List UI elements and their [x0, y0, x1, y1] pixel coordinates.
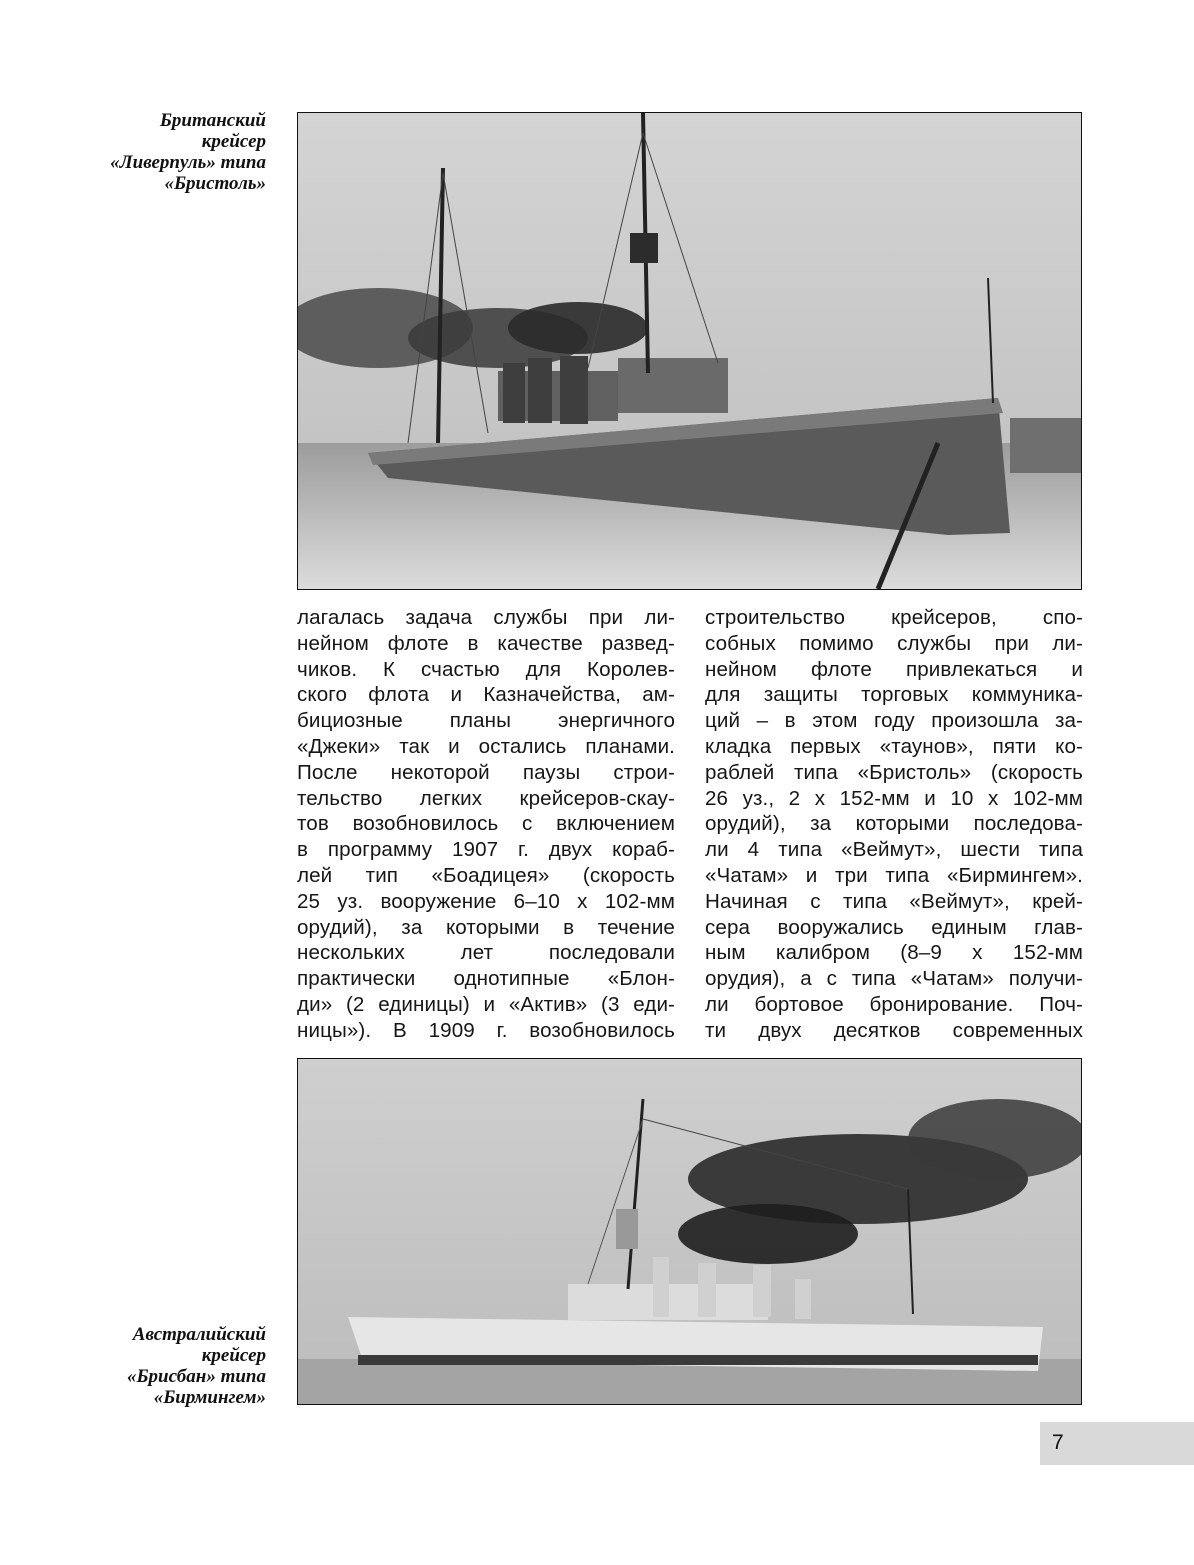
text-line: ным калибром (8–9 х 152-мм: [705, 941, 1083, 965]
caption-line: «Брисбан» типа: [126, 1366, 266, 1387]
text-line: чиков. К счастью для Королев-: [297, 657, 675, 681]
text-line: тельство легких крейсеров-скау-: [297, 786, 675, 810]
text-line: раблей типа «Бристоль» (скорость: [705, 760, 1083, 784]
text-line: ского флота и Казначейства, ам-: [297, 683, 675, 707]
text-line: бициозные планы энергичного: [297, 709, 675, 733]
caption-line: «Ливерпуль» типа: [110, 152, 266, 173]
text-line: кладка первых «таунов», пяти ко-: [705, 734, 1083, 758]
text-line: орудий), за которыми последова-: [705, 812, 1083, 836]
text-line: строительство крейсеров, спо-: [705, 606, 1083, 629]
text-line: ли 4 типа «Веймут», шести типа: [705, 838, 1083, 862]
text-line: ницы»). В 1909 г. возобновилось: [297, 1018, 675, 1042]
ship-photo-illustration: [298, 113, 1081, 589]
text-line: нейном флоте привлекаться и: [705, 657, 1083, 681]
caption-line: крейсер: [201, 1345, 266, 1366]
text-line: тов возобновилось с включением: [297, 812, 675, 836]
text-column-right: [705, 605, 1083, 1044]
text-line: ти двух десятков современных: [705, 1018, 1083, 1042]
text-line: орудия), а с типа «Чатам» получи-: [705, 967, 1083, 991]
caption-line: Британский: [159, 110, 266, 131]
text-line: орудий), за которыми в течение: [297, 915, 675, 939]
photo-liverpool-cruiser: [297, 112, 1082, 590]
text-line: «Чатам» и три типа «Бирмингем».: [705, 863, 1083, 887]
text-line: Начиная с типа «Веймут», крей-: [705, 889, 1083, 913]
caption-line: «Бирмингем»: [153, 1387, 266, 1408]
page-number: 7: [1052, 1431, 1064, 1454]
text-line: лей тип «Боадицея» (скорость: [297, 863, 675, 887]
photo-caption-top: [40, 110, 266, 194]
text-line: в программу 1907 г. двух кораб-: [297, 838, 675, 862]
caption-line: Австралийский: [132, 1324, 266, 1345]
photo-brisbane-cruiser: [297, 1058, 1082, 1405]
ship-photo-illustration: [298, 1059, 1081, 1404]
text-line: собных помимо службы при ли-: [705, 631, 1083, 655]
text-line: для защиты торговых коммуника-: [705, 683, 1083, 707]
text-line: нескольких лет последовали: [297, 941, 675, 965]
page-number-box: [1040, 1422, 1194, 1465]
text-line: 25 уз. вооружение 6–10 х 102-мм: [297, 889, 675, 913]
photo-caption-bottom: [40, 1324, 266, 1408]
text-line: лагалась задача службы при ли-: [297, 606, 675, 629]
text-line: «Джеки» так и остались планами.: [297, 734, 675, 758]
caption-line: «Бристоль»: [164, 173, 266, 194]
text-line: нейном флоте в качестве развед-: [297, 631, 675, 655]
text-line: сера вооружались единым глав-: [705, 915, 1083, 939]
text-line: ди» (2 единицы) и «Актив» (3 еди-: [297, 992, 675, 1016]
text-line: ций – в этом году произошла за-: [705, 709, 1083, 733]
text-line: После некоторой паузы строи-: [297, 760, 675, 784]
text-column-left: [297, 605, 675, 1044]
text-line: практически однотипные «Блон-: [297, 967, 675, 991]
caption-line: крейсер: [201, 131, 266, 152]
text-line: ли бортовое бронирование. Поч-: [705, 992, 1083, 1016]
text-line: 26 уз., 2 х 152-мм и 10 х 102-мм: [705, 786, 1083, 810]
